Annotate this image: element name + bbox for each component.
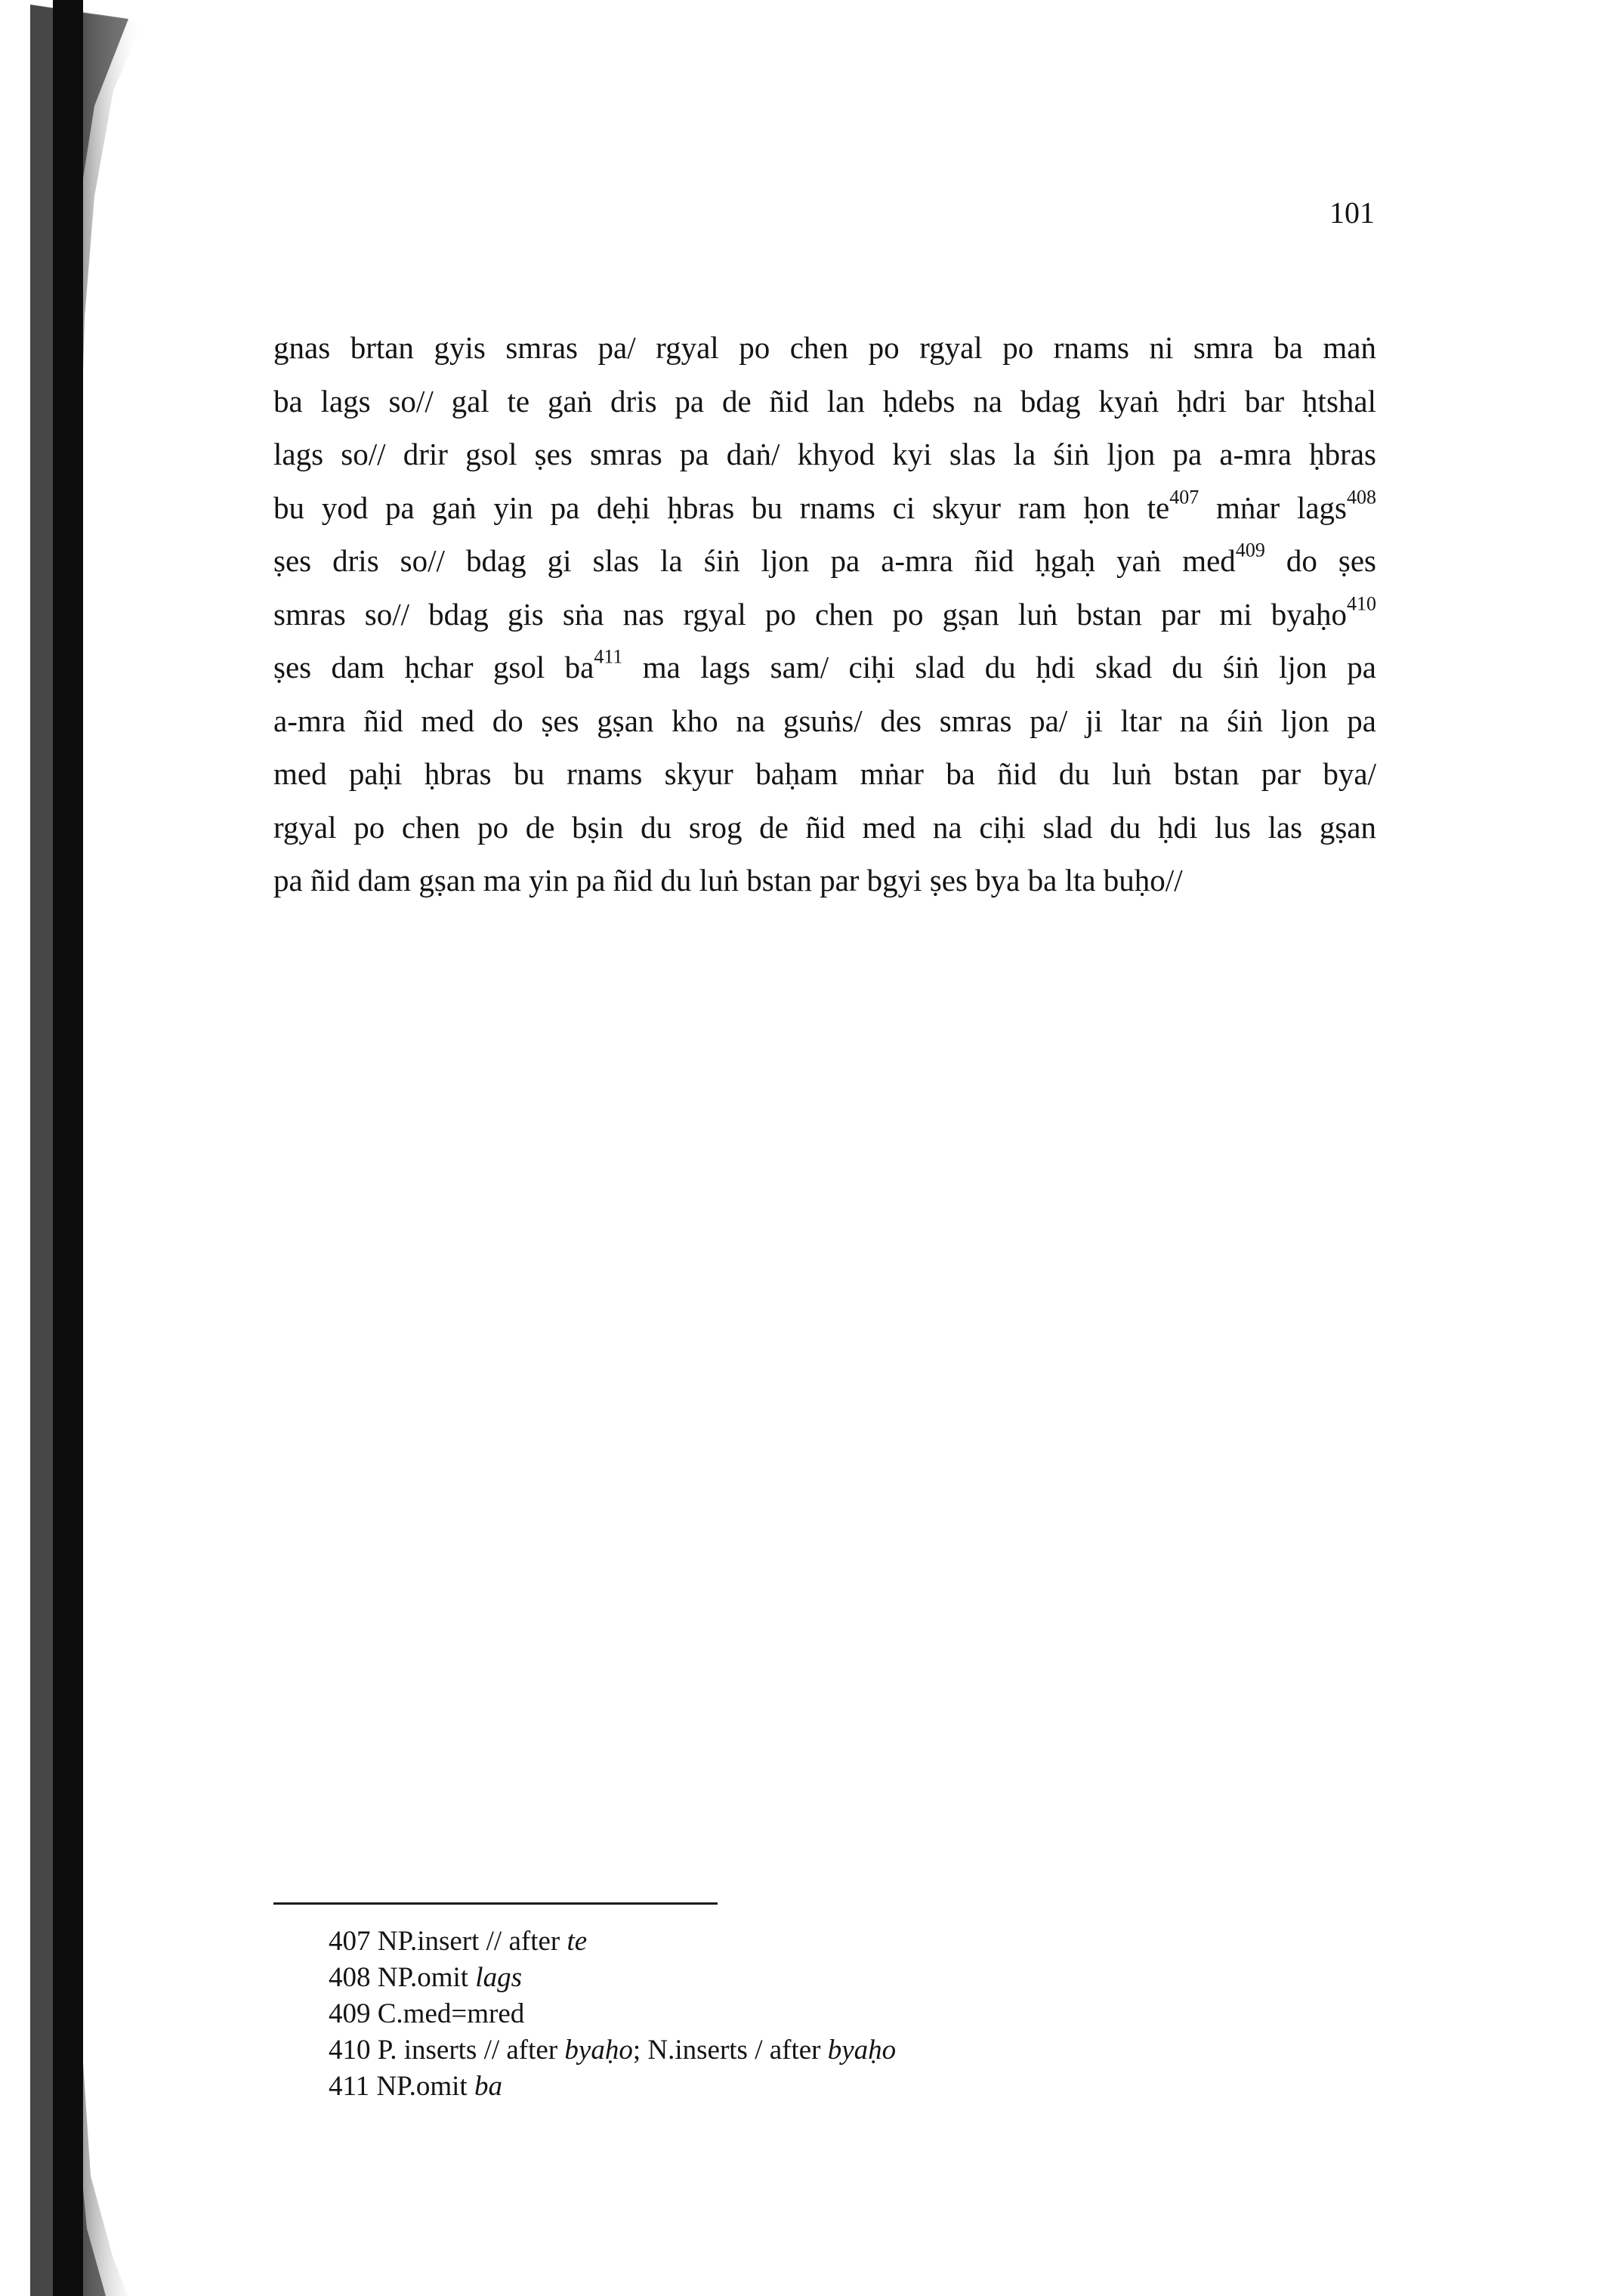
footnote-text: ba bbox=[474, 2071, 502, 2102]
footnotes bbox=[329, 1924, 1311, 2105]
body-text-segment: a-mra ñid med do ṣes gṣan kho na gsuṅs/ des smras pa/ ji ltar na śiṅ ljon pa bbox=[273, 703, 1376, 738]
footnote-marker: 408 bbox=[1347, 486, 1377, 508]
binding-shadow bbox=[0, 0, 144, 2296]
footnote bbox=[329, 1924, 1311, 1960]
body-line bbox=[273, 641, 1376, 694]
body-line bbox=[273, 481, 1376, 535]
body-text-segment: rgyal po chen po de bṣin du srog de ñid med na ciḥi slad du ḥdi lus las gṣan bbox=[273, 809, 1376, 845]
footnote bbox=[329, 1996, 1311, 2032]
footnote-divider bbox=[273, 1902, 718, 1905]
body-line bbox=[273, 321, 1376, 375]
footnote bbox=[329, 2069, 1311, 2105]
footnote-text: te bbox=[567, 1926, 588, 1957]
footnote-text: NP.omit bbox=[377, 1962, 476, 1993]
footnote-number: 411 bbox=[329, 2071, 377, 2102]
body-text-segment: mṅar lags bbox=[1199, 490, 1348, 525]
footnote-text: NP.omit bbox=[376, 2071, 474, 2102]
footnote bbox=[329, 1960, 1311, 1996]
body-line bbox=[273, 375, 1376, 428]
page-number: 101 bbox=[1329, 196, 1375, 230]
footnote-number: 410 bbox=[329, 2035, 378, 2066]
footnote-marker: 410 bbox=[1347, 592, 1376, 614]
body-text-segment: ṣes dam ḥchar gsol ba bbox=[273, 650, 594, 684]
footnote-text: ; N.inserts / after bbox=[632, 2035, 828, 2066]
body-text-segment: bu yod pa gaṅ yin pa deḥi ḥbras bu rnams ci skyur ram ḥon te bbox=[273, 490, 1170, 525]
footnote-text: lags bbox=[475, 1962, 522, 1993]
body-line bbox=[273, 534, 1376, 588]
footnote bbox=[329, 2032, 1311, 2069]
footnote-text: byaḥo bbox=[827, 2035, 897, 2066]
body-text-segment: ṣes dris so// bdag gi slas la śiṅ ljon pa a-mra ñid ḥgaḥ yaṅ med bbox=[273, 543, 1236, 578]
footnote-marker: 407 bbox=[1169, 486, 1199, 508]
footnote-marker: 411 bbox=[594, 645, 623, 668]
body-text-segment: lags so// drir gsol ṣes smras pa daṅ/ khyod kyi slas la śiṅ ljon pa a-mra ḥbras bbox=[273, 437, 1376, 471]
body-text-segment: ma lags sam/ ciḥi slad du ḥdi skad du śiṅ ljon pa bbox=[622, 650, 1376, 684]
footnote-text: C.med=mred bbox=[377, 1998, 525, 2029]
body-line bbox=[273, 694, 1376, 748]
body-text-segment: do ṣes bbox=[1264, 543, 1376, 578]
body-text bbox=[273, 321, 1376, 907]
body-line bbox=[273, 801, 1376, 854]
footnote-text: byaḥo bbox=[564, 2035, 633, 2066]
footnote-text: P. inserts // after bbox=[377, 2035, 565, 2066]
body-text-segment: med paḥi ḥbras bu rnams skyur baḥam mṅar ba ñid du luṅ bstan par bya/ bbox=[273, 756, 1376, 791]
footnote-marker: 409 bbox=[1235, 539, 1265, 561]
body-line bbox=[273, 428, 1376, 481]
body-text-segment: pa ñid dam gṣan ma yin pa ñid du luṅ bstan par bgyi ṣes bya ba lta buḥo// bbox=[273, 863, 1183, 898]
body-text-segment: smras so// bdag gis sṅa nas rgyal po chen po gṣan luṅ bstan par mi byaḥo bbox=[273, 596, 1347, 632]
footnote-number: 408 bbox=[329, 1962, 378, 1993]
footnote-number: 407 bbox=[329, 1926, 378, 1957]
body-text-segment: gnas brtan gyis smras pa/ rgyal po chen po rgyal po rnams ni smra ba maṅ bbox=[273, 330, 1376, 365]
body-line bbox=[273, 854, 1376, 907]
body-line bbox=[273, 747, 1376, 801]
footnote-text: NP.insert // after bbox=[377, 1926, 567, 1957]
body-text-segment: ba lags so// gal te gaṅ dris pa de ñid lan ḥdebs na bdag kyaṅ ḥdri bar ḥtshal bbox=[273, 383, 1376, 419]
footnote-number: 409 bbox=[329, 1998, 378, 2029]
body-line bbox=[273, 588, 1376, 641]
